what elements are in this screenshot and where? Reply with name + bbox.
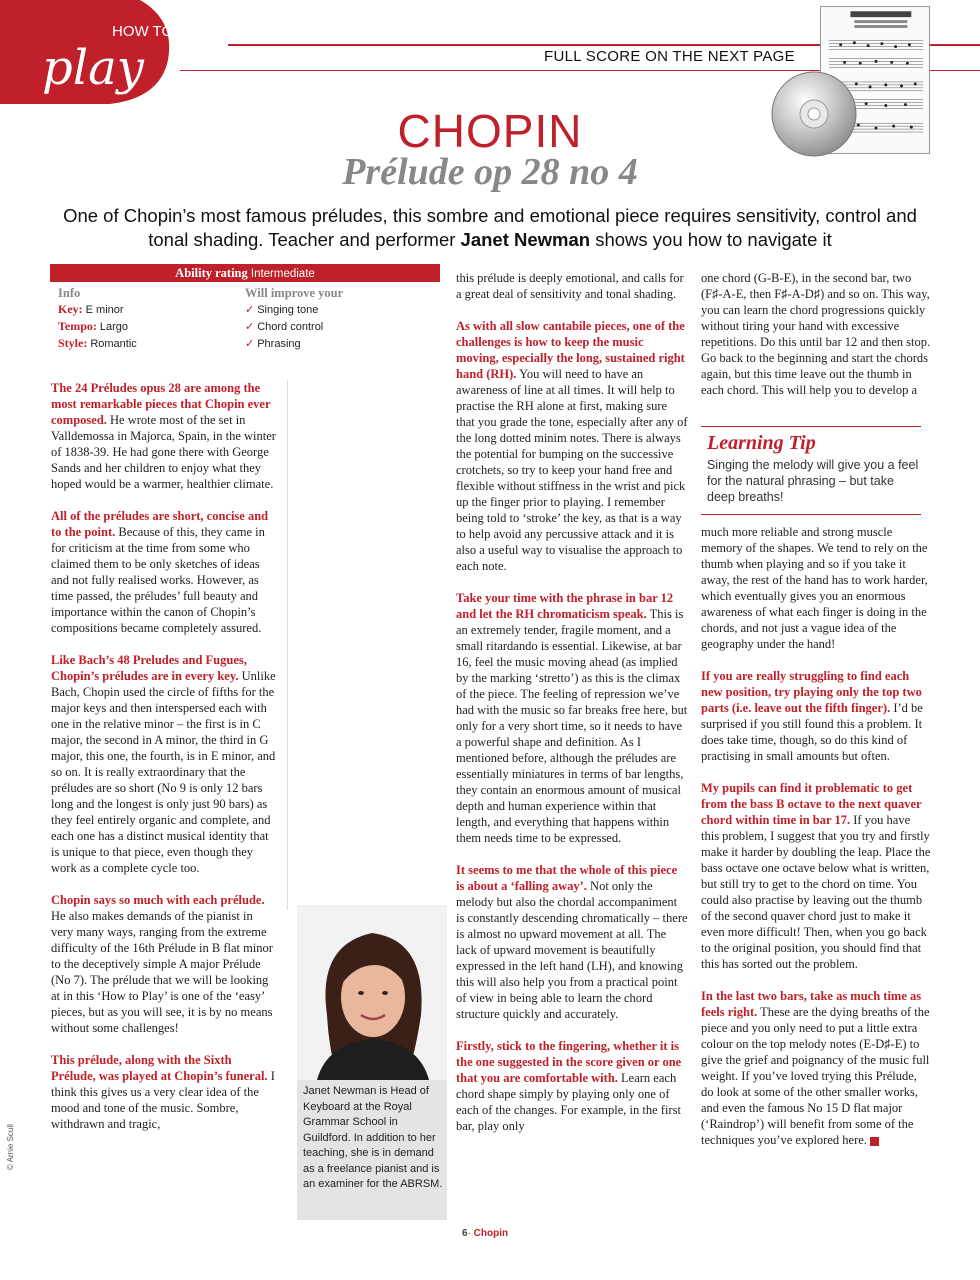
page-title: CHOPIN	[397, 105, 583, 157]
page-footer: 6· Chopin	[462, 1228, 509, 1239]
tip-rule	[701, 514, 921, 515]
full-score-link[interactable]: FULL SCORE ON THE NEXT PAGE	[544, 48, 795, 65]
author-photo	[297, 905, 447, 1080]
info-column: Info Key: E minor Tempo: Largo Style: Romantic	[58, 286, 137, 350]
paragraph: Firstly, stick to the fingering, whether it is the one suggested in the score given or one that you are comfortable with. Learn each chord shape simply by playing only one of each of the changes. For example, in the first bar, play only	[456, 1039, 682, 1133]
paragraph: As with all slow cantabile pieces, one of the challenges is how to keep the music moving, especially the long, sustained right hand (RH). You will need to have an awareness of line at all times. It will help to practise the RH alone at first, making sure that you grade the tone, especially after any of the long dotted minim notes. There is always the potential for bumping on the successive crotchets, so try to keep your hand free and flexible without stiffness in the wrist and pick up the finger prior to playing. I remember being told to ‘stroke’ the key, as that is a way to help avoid any percussive attack and it is also a useful way to visualise the approach to each note.	[456, 319, 688, 573]
ability-rating-header: Ability rating Intermediate	[50, 264, 440, 282]
paragraph: This prélude, along with the Sixth Prélude, was played at Chopin’s funeral. I think this gives us a very clear idea of the mood and tone of the music. Sombre, withdrawn and tragic,	[51, 1053, 275, 1131]
paragraph: If you are really struggling to find each new position, try playing only the top two parts (i.e. leave out the fifth finger). I’d be surprised if you still found this a problem. It does take time, though, so do this kind of practising in small amounts but often.	[701, 669, 923, 763]
learning-tip-title: Learning Tip	[707, 432, 816, 454]
paragraph: one chord (G-B-E), in the second bar, two (F♯-A-E, then F♯-A-D♯) and so on. This way, you can learn the chord progressions quickly without tiring your hand with excessive repetitions. Do this until bar 12 and then stop. Go back to the beginning and start the chords again, but this time leave out the thumb in each chord. This will help you to develop a	[701, 271, 931, 397]
improve-column: Will improve your ✓ Singing tone ✓ Chord control ✓ Phrasing	[245, 286, 344, 350]
paragraph: All of the préludes are short, concise and to the point. Because of this, they came in for criticism at the time from some who claimed them to be only sketches of ideas and not fully realised works. However, as time passed, the préludes’ full beauty and importance within the canon of Chopin’s compositions became completely assured.	[51, 509, 269, 635]
article-column-3	[701, 270, 931, 414]
paragraph: In the last two bars, take as much time as feels right. These are the dying breaths of the piece and you only need to put a little extra colour on the top melody notes (E-D♯-E) to give the grief and poignancy of the music full weight. If you’ve loved trying this Prélude, do look at some of the other smaller works, and even the famous No 15 D flat major (‘Raindrop’) will benefit from some of the techniques you’ve explored here.	[701, 989, 930, 1147]
ability-rating-box	[50, 264, 440, 352]
check-icon: ✓	[245, 303, 255, 316]
paragraph: Take your time with the phrase in bar 12 and let the RH chromaticism speak. This is an extremely tender, fragile moment, and a small ritardando is essential. Likewise, at bar 16, feel the music moving ahead (as implied by the marking ‘stretto’) as this is the climax of the piece. The feeling of repression we’ve had with the music so far breaks free here, but only for a very short time, so it needs to have a powerful shape and definition. As I mentioned before, although the préludes are essentially miniatures in terms of bar lengths, they contain an enormous amount of musical depth and human experience within that length, and everything that happens within them needs time to be expressed.	[456, 591, 688, 845]
photo-credit: © Arnie Scull	[6, 1124, 15, 1170]
learning-tip-text: Singing the melody will give you a feel for the natural phrasing – but take deep breaths!	[707, 458, 919, 504]
tip-rule	[701, 426, 921, 427]
paragraph: My pupils can find it problematic to get from the bass B octave to the next quaver chord within time in bar 17. If you have this problem, I suggest that you try and firstly make it harder by doubling the leap. Place the bass octave one octave below what is written, but still try to get to the chord on time. You could also practise by leaving out the thumb of the second quaver chord just to make it even more difficult! Then, when you go back to the original position, you should find that this has sorted out the problem.	[701, 781, 931, 971]
article-column-3-continued	[701, 524, 931, 1164]
photo-caption: Janet Newman is Head of Keyboard at the Royal Grammar School in Guildford. In addition to her teaching, she is in demand as a freelance pianist and is an examiner for the ABRSM.	[303, 1085, 443, 1190]
end-mark-icon	[870, 1137, 879, 1146]
article-column-2	[456, 270, 688, 1150]
paragraph: Like Bach’s 48 Preludes and Fugues, Chopin’s préludes are in every key. Unlike Bach, Chopin used the circle of fifths for the major keys and then interspersed each with one in the relative minor – the first is in C major, the second in A minor, the third in G major, this one, the fourth, is in E minor, and so on. It is really extraordinary that the préludes are so short (No 9 is only 12 bars long and the longest is only just 90 bars) as they feel entirely organic and complete, and each one has a distinct musical identity that is unique to that piece, even though they work as a complete cycle too.	[51, 653, 276, 875]
page-subtitle: Prélude op 28 no 4	[342, 151, 638, 193]
article-column-1	[51, 380, 278, 1148]
paragraph: The 24 Préludes opus 28 are among the most remarkable pieces that Chopin ever composed. He wrote most of the set in Valldemossa in Majorca, Spain, in the winter of 1838-39. He had gone there with George Sands and her children to enjoy what they hoped would be a warmer, healthier climate.	[51, 381, 276, 491]
svg-text:play: play	[42, 40, 144, 96]
paragraph: this prélude is deeply emotional, and calls for a great deal of sensitivity and tonal shading.	[456, 271, 684, 301]
check-icon: ✓	[245, 320, 255, 333]
svg-text:HOW TO: HOW TO	[112, 23, 174, 40]
column-divider	[287, 380, 288, 910]
check-icon: ✓	[245, 337, 255, 350]
how-to-play-badge	[0, 0, 228, 120]
paragraph: Chopin says so much with each prélude. He also makes demands of the pianist in very many ways, ranging from the extreme difficulty of the 16th Prélude in B flat minor to the deceptively simple A major Prélude (No 7). The prélude that we will be looking at in this ‘How to Play’ is one of the ‘easy’ pieces, but as you will see, it is by no means without some challenges!	[51, 893, 273, 1035]
paragraph: much more reliable and strong muscle memory of the shapes. We tend to rely on the thumb when playing and so if you take it away, the rest of the hand has to work harder, which eventually gives you an enormous awareness of what each finger is doing in the chords, and not just a vague idea of the geography under the hand!	[701, 525, 928, 651]
intro-standfirst: One of Chopin’s most famous préludes, this sombre and emotional piece requires sensitivity, control and tonal shading. Teacher and performer Janet Newman shows you how to navigate it	[63, 205, 917, 250]
paragraph: It seems to me that the whole of this piece is about a ‘falling away’. Not only the melody but also the chordal accompaniment is constantly descending chromatically – there is almost no upward movement at all. The lack of upward movement is beautifully expressed in the left hand (LH), and knowing this will also help you from a practical point of view in being able to learn the chord structure quickly and accurately.	[456, 863, 688, 1021]
